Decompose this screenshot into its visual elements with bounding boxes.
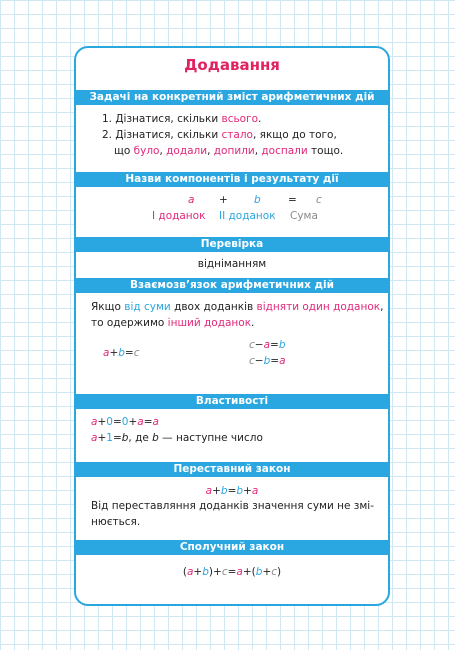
var: b [278,339,286,351]
commutative-text-1: Від переставляння доданків значення суми не змі- [91,500,374,512]
op: = [270,355,280,367]
op: + [243,485,252,497]
section-header-components: Назви компонентів і результату дії [76,172,388,187]
formula-diff-1 [249,338,286,352]
component-plus [219,193,228,207]
text: . [258,113,262,125]
keyword: інший доданок [167,317,252,329]
keyword: було [133,145,160,157]
op: = [227,485,237,497]
section-header-problems: Задачі на конкретний зміст арифметичних дій [76,90,388,105]
var: a [186,566,194,578]
text: , якщо до того, [252,129,337,141]
relation-line-1 [91,300,383,314]
op: = [227,566,237,578]
op: + [97,432,107,444]
keyword: додали [166,145,208,157]
var: a [103,347,110,359]
section-header-associative: Сполучний закон [76,540,388,555]
text: 2. Дізнатися, скільки [102,129,222,141]
formula-commutative [76,484,388,498]
op: = [270,339,279,351]
property-zero [91,415,159,429]
var: b [118,347,125,359]
section-header-properties: Властивості [76,394,388,409]
var: c [316,194,322,206]
text: , [380,301,384,313]
var: a [188,194,195,206]
component-c [316,193,322,207]
var: c [271,566,278,578]
formula-sum [103,346,140,360]
text: що [114,145,134,157]
keyword: відняти [256,301,300,313]
name-sum: Сума [290,210,318,222]
op: + [128,416,138,428]
keyword: допили [213,145,255,157]
keyword: всього [221,113,259,125]
var: a [236,566,243,578]
op: + [213,566,222,578]
var: b [220,485,228,497]
text: то одержимо [91,317,168,329]
var: a [205,485,213,497]
op: = [143,416,153,428]
var: b [236,485,244,497]
paren: ( [182,566,187,578]
text: 1. Дізнатися, скільки [102,113,222,125]
var: a [279,355,286,367]
problem-line-3 [114,144,343,158]
component-b [254,193,261,207]
text: тощо. [307,145,344,157]
var: a [263,339,271,351]
var: b [255,566,263,578]
name-first-addend: І доданок [152,210,206,222]
op: + [242,566,252,578]
rule-card [74,46,390,606]
op: − [254,339,264,351]
name-second-addend: ІІ доданок [219,210,276,222]
op: + [219,194,228,206]
component-a [188,193,194,207]
num: 0 [106,416,113,428]
problem-line-1 [102,112,261,126]
var: b [152,432,159,444]
var: a [91,432,98,444]
var: c [249,355,255,367]
var: c [249,339,255,351]
paren: ) [277,566,282,578]
op: + [262,566,272,578]
op: + [212,485,221,497]
commutative-text-2: нюється. [91,516,141,528]
text: , [159,145,167,157]
keyword: стало [221,129,253,141]
var: a [91,416,98,428]
op: + [109,347,119,359]
var: a [152,416,159,428]
op: = [288,194,297,206]
paren: ) [208,566,213,578]
var: a [137,416,144,428]
text: Якщо [91,301,125,313]
section-header-check: Перевірка [76,237,388,252]
var: b [254,194,261,206]
text: двох доданків [170,301,257,313]
text: — наступне число [158,432,263,444]
problem-line-2 [102,128,337,142]
num: 1 [106,432,113,444]
check-text: відніманням [197,258,267,270]
op: = [112,416,122,428]
keyword: від суми [124,301,171,313]
op: − [254,355,264,367]
text: , [254,145,262,157]
var: c [133,347,140,359]
paren: ( [251,566,256,578]
text: , де [128,432,153,444]
formula-diff-2 [249,354,286,368]
op: = [112,432,122,444]
var: c [221,566,228,578]
relation-line-2 [91,316,254,330]
text: . [251,317,255,329]
component-eq [288,193,297,207]
property-next [91,431,263,445]
num: 0 [121,416,129,428]
section-header-relation: Взаємозв’язок арифметичних дій [76,278,388,293]
keyword: доспали [261,145,308,157]
var: b [263,355,271,367]
formula-associative [76,565,388,579]
page-title: Додавання [184,56,280,74]
op: + [193,566,203,578]
var: b [202,566,209,578]
section-header-commutative: Переставний закон [76,462,388,477]
var: a [251,485,259,497]
op: = [124,347,134,359]
keyword: один доданок [302,301,381,313]
text: , [207,145,214,157]
var: b [121,432,129,444]
op: + [97,416,107,428]
